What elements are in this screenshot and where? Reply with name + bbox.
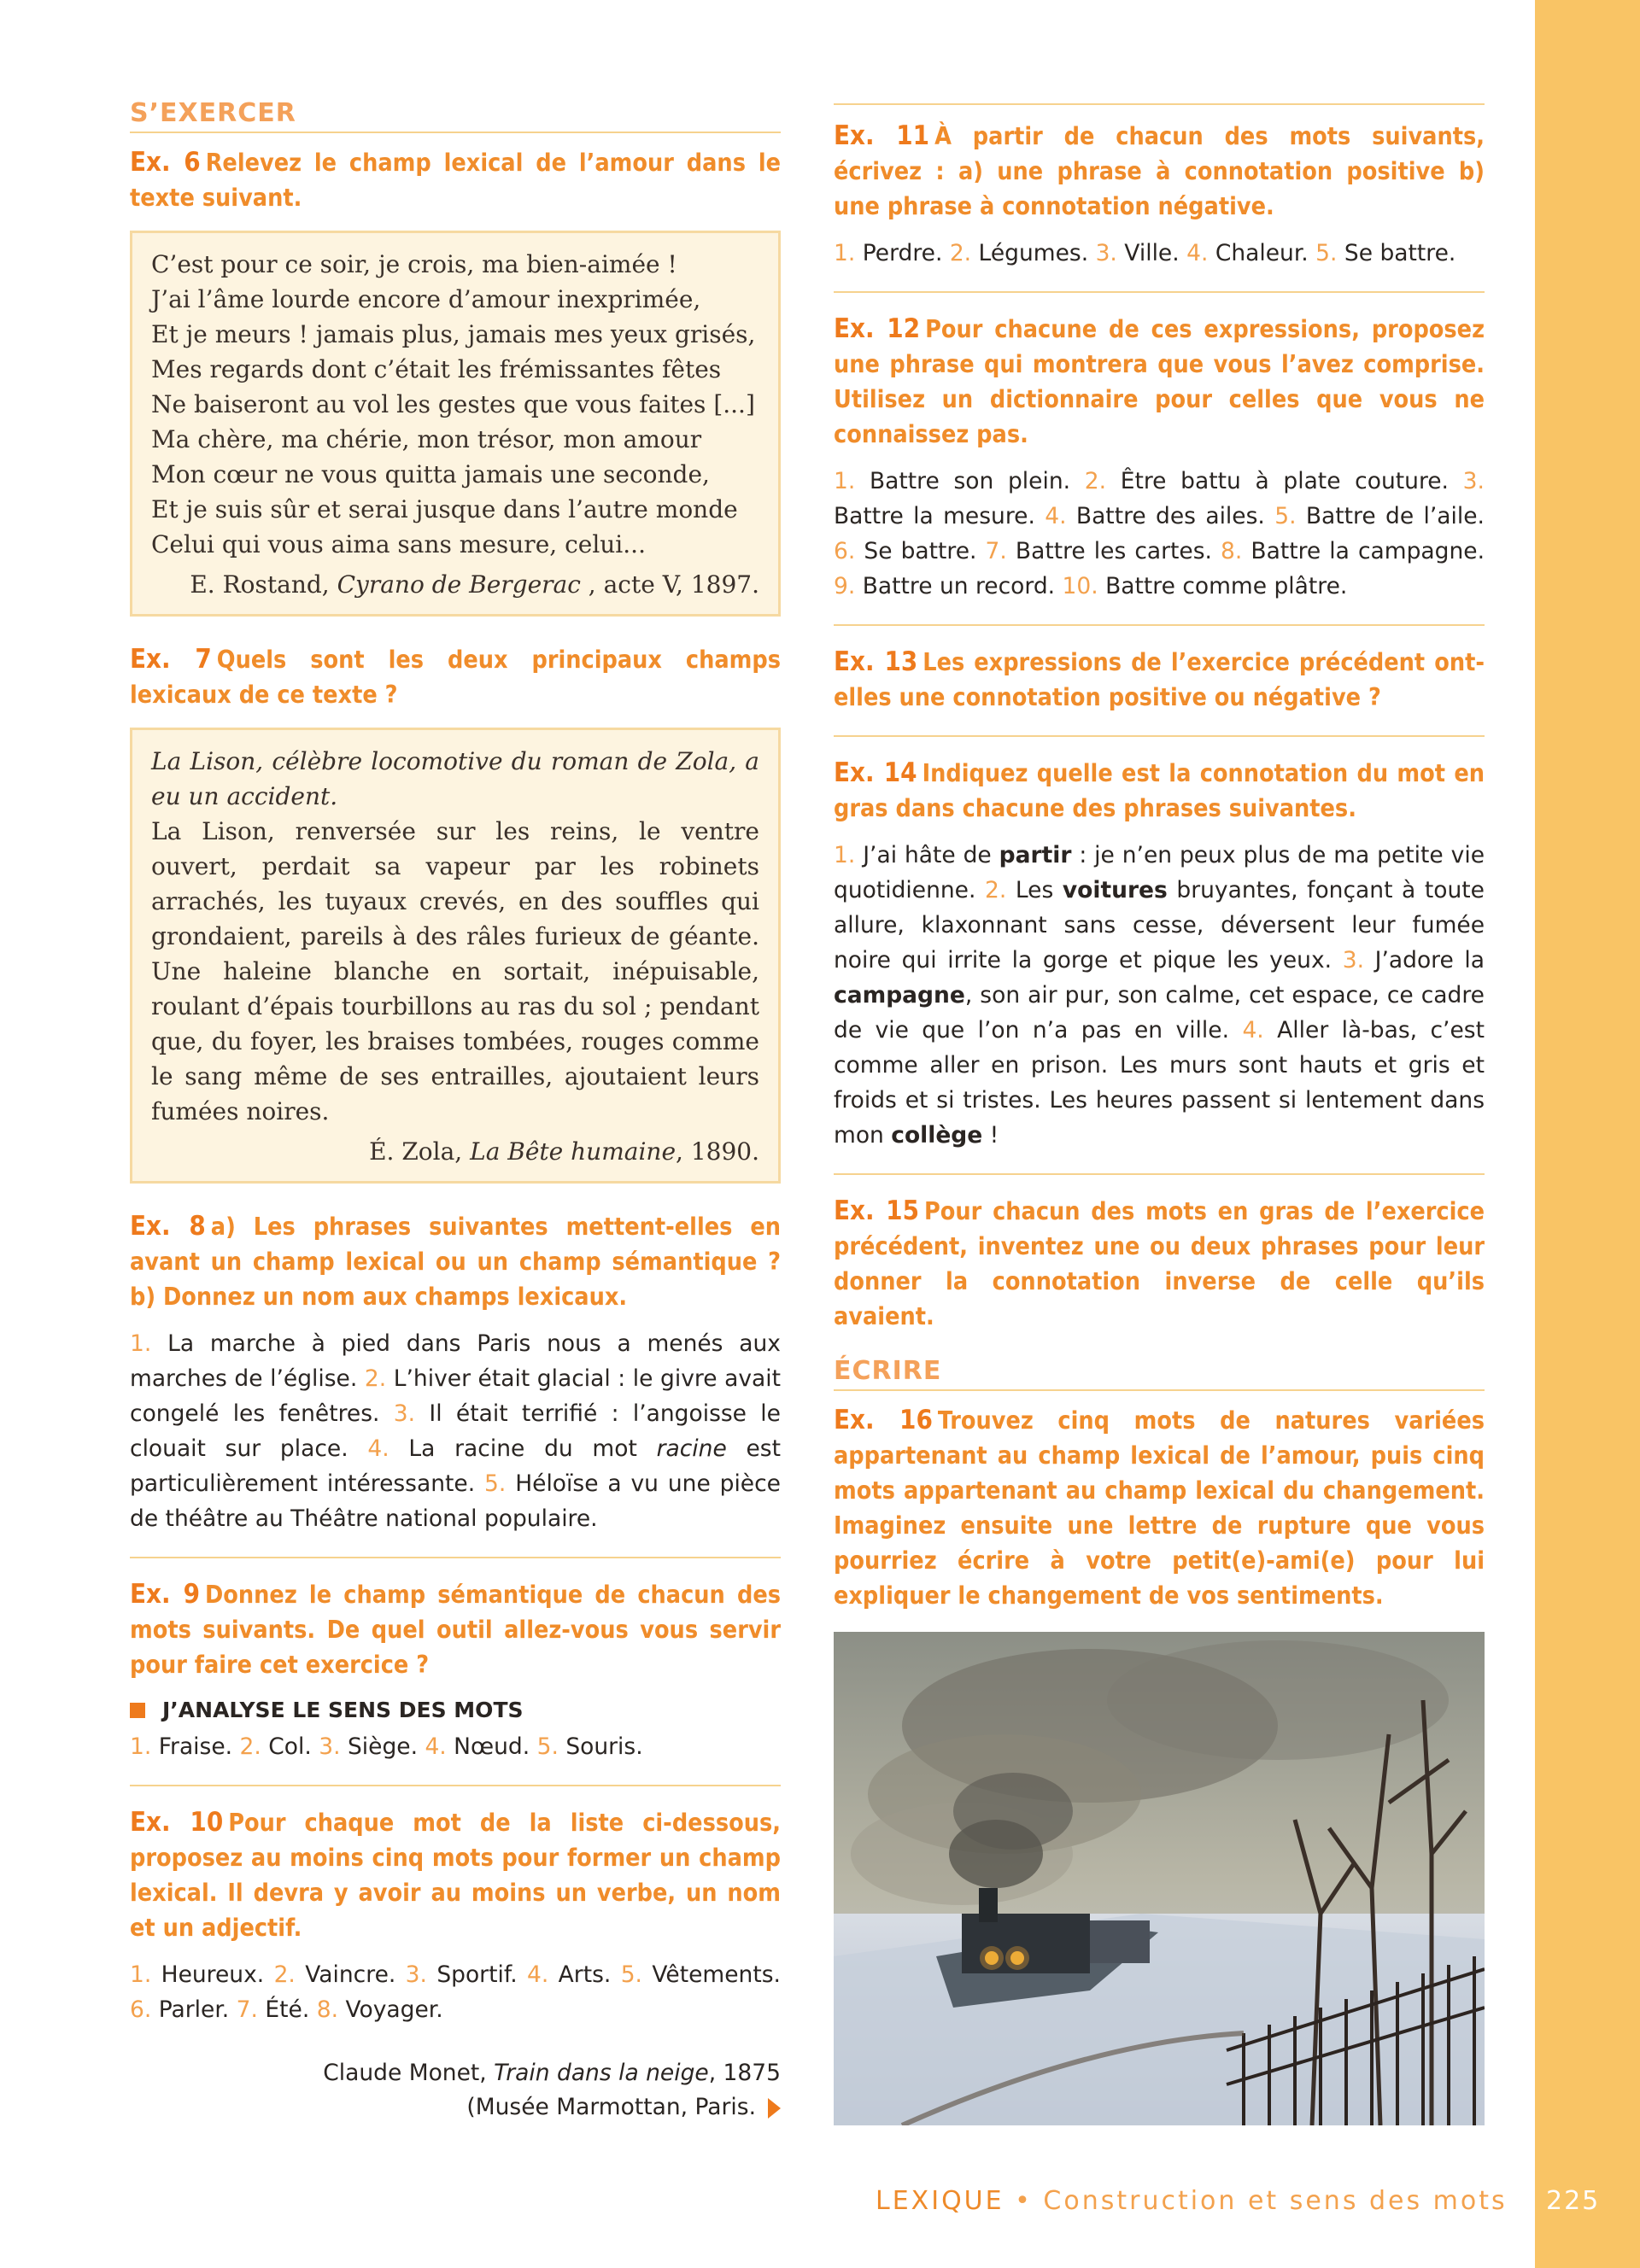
divider	[834, 291, 1485, 293]
divider	[834, 735, 1485, 737]
exercise-8-heading	[130, 1209, 781, 1314]
exercise-instruction: Pour chacune de ces expressions, proposez une phrase qui montrera que vous l’avez comprise. Utilisez un dictionnaire pour celles que vous ne connaissez pas.	[834, 315, 1485, 448]
item-number: 3.	[1095, 240, 1117, 266]
bold-word: campagne	[834, 982, 965, 1008]
exercise-number: Ex. 15	[834, 1195, 919, 1226]
exercise-12	[834, 312, 1485, 604]
item-number: 5.	[620, 1961, 642, 1988]
item-text: Souris.	[565, 1733, 643, 1760]
item-text: Les	[1015, 877, 1063, 903]
left-column	[130, 98, 781, 2125]
source-author: E. Rostand,	[190, 570, 337, 599]
exercise-7-heading	[130, 642, 781, 712]
divider	[130, 1785, 781, 1786]
item-text: Parler.	[158, 1996, 230, 2023]
caption-year: , 1875	[708, 2060, 781, 2086]
exercise-number: Ex. 7	[130, 644, 212, 675]
poem-excerpt	[130, 231, 781, 617]
item-number: 1.	[130, 1961, 152, 1988]
item-text: Ville.	[1124, 240, 1180, 266]
page-footer	[876, 2186, 1508, 2216]
item-number: 3.	[1462, 468, 1485, 494]
subsection-title: J’ANALYSE LE SENS DES MOTS	[162, 1698, 524, 1722]
divider	[834, 1173, 1485, 1175]
item-text: Voyager.	[345, 1996, 443, 2023]
item-number: 5.	[536, 1733, 559, 1760]
item-text: Battre comme plâtre.	[1105, 573, 1348, 599]
item-number: 4.	[425, 1733, 447, 1760]
item-text: Il était terrifié : l’angoisse le clouait sur place.	[130, 1400, 781, 1462]
poem-line: Mes regards dont c’était les frémissantes fêtes	[151, 355, 722, 383]
exercise-number: Ex. 11	[834, 120, 930, 151]
item-text: Perdre.	[862, 240, 943, 266]
exercise-13	[834, 645, 1485, 715]
exercise-9-heading	[130, 1577, 781, 1682]
bold-word: collège	[891, 1122, 983, 1149]
item-text: Battre la campagne.	[1250, 538, 1485, 564]
item-number: 10.	[1062, 573, 1098, 599]
item-text: Héloïse a vu une pièce de théâtre au Théâtre national populaire.	[130, 1470, 781, 1532]
item-number: 1.	[130, 1330, 152, 1357]
poem-line: Ne baiseront au vol les gestes que vous faites [...]	[151, 390, 755, 418]
item-text: Être battu à plate couture.	[1120, 468, 1449, 494]
exercise-number: Ex. 9	[130, 1579, 200, 1610]
item-text: , son air pur, son calme, cet espace, ce cadre de vie que l’on n’a pas en ville.	[834, 982, 1485, 1043]
right-column	[834, 98, 1485, 2125]
item-text: Col.	[268, 1733, 312, 1760]
poem-line: C’est pour ce soir, je crois, ma bien-aimée !	[151, 250, 677, 278]
item-number: 2.	[364, 1365, 387, 1392]
section-title-ecrire: ÉCRIRE	[834, 1356, 1485, 1391]
arrow-right-icon	[768, 2098, 781, 2119]
exercise-items	[834, 236, 1485, 271]
exercise-instruction: Indiquez quelle est la connotation du mot en gras dans chacune des phrases suivantes.	[834, 759, 1485, 822]
item-number: 9.	[834, 573, 856, 599]
item-number: 3.	[319, 1733, 341, 1760]
exercise-number: Ex. 6	[130, 147, 201, 178]
exercise-6-heading	[130, 145, 781, 215]
item-number: 5.	[1274, 503, 1297, 529]
exercise-instruction: Quels sont les deux principaux champs lexicaux de ce texte ?	[130, 646, 781, 709]
excerpt-source	[151, 1134, 759, 1169]
exercise-8	[130, 1209, 781, 1536]
item-text: Nœud.	[454, 1733, 530, 1760]
exercise-instruction: Trouvez cinq mots de natures variées appartenant au champ lexical de l’amour, puis cinq mots appartenant au champ lexical du changement. Imaginez ensuite une lettre de rupture que vous pourriez écrire à votre petit(e)-ami(e) pour lui expliquer le changement de vos sentiments.	[834, 1406, 1485, 1610]
item-text: Battre la mesure.	[834, 503, 1035, 529]
exercise-10-heading	[130, 1805, 781, 1945]
item-text: Chaleur.	[1215, 240, 1309, 266]
footer-bullet: •	[1015, 2186, 1033, 2216]
source-date: , 1890.	[676, 1137, 759, 1166]
exercise-instruction: Pour chacun des mots en gras de l’exercice précédent, inventez une ou deux phrases pour leur donner la connotation inverse de celle qu’ils avaient.	[834, 1197, 1485, 1330]
item-number: 6.	[834, 538, 856, 564]
caption-museum: (Musée Marmottan, Paris.	[466, 2094, 756, 2120]
exercise-number: Ex. 8	[130, 1211, 206, 1242]
exercise-14	[834, 756, 1485, 1153]
exercise-12-heading	[834, 312, 1485, 452]
monet-train-painting	[834, 1632, 1485, 2125]
divider	[834, 624, 1485, 626]
item-text: Siège.	[347, 1733, 418, 1760]
item-number: 4.	[1186, 240, 1209, 266]
bold-word: partir	[999, 842, 1072, 868]
exercise-items	[130, 1729, 781, 1764]
item-text: Battre de l’aile.	[1305, 503, 1485, 529]
square-bullet-icon	[130, 1703, 145, 1718]
item-number: 8.	[1221, 538, 1243, 564]
exercise-instruction: Pour chaque mot de la liste ci-dessous, proposez au moins cinq mots pour former un champ lexical. Il devra y avoir au moins un verbe, un nom et un adjectif.	[130, 1809, 781, 1942]
item-number: 1.	[834, 240, 856, 266]
exercise-7	[130, 642, 781, 1184]
item-text: Battre un record.	[862, 573, 1056, 599]
exercise-number: Ex. 14	[834, 757, 917, 788]
exercise-15-heading	[834, 1194, 1485, 1334]
item-number: 6.	[130, 1996, 152, 2023]
bold-word: voitures	[1062, 877, 1168, 903]
exercise-instruction: Donnez le champ sémantique de chacun des mots suivants. De quel outil allez-vous vous servir pour faire cet exercice ?	[130, 1581, 781, 1679]
item-text: Sportif.	[436, 1961, 518, 1988]
item-number: 3.	[1342, 947, 1364, 973]
item-number: 7.	[236, 1996, 258, 2023]
item-text: J’ai hâte de	[863, 842, 999, 868]
painting-caption	[130, 2056, 781, 2125]
excerpt-text: La Lison, renversée sur les reins, le ventre ouvert, perdait sa vapeur par les robinets arrachés, les tuyaux crevés, en des souffles qui grondaient, pareils à des râles furieux de géante. Une haleine blanche en sortait, inépuisable, roulant d’épais tourbillons au ras du sol ; pendant que, du foyer, les braises tombées, rouges comme le sang même de ses entrailles, ajoutaient leurs fumées noires.	[151, 817, 759, 1125]
exercise-16-heading	[834, 1403, 1485, 1613]
exercise-11	[834, 119, 1485, 271]
subsection-heading	[130, 1698, 781, 1722]
exercise-instruction: Relevez le champ lexical de l’amour dans le texte suivant.	[130, 149, 781, 212]
source-date: , acte V, 1897.	[580, 570, 759, 599]
item-number: 2.	[273, 1961, 296, 1988]
source-author: É. Zola,	[369, 1137, 471, 1166]
exercise-15	[834, 1194, 1485, 1334]
exercise-items	[834, 464, 1485, 604]
page-number: 225	[1546, 2186, 1601, 2216]
poem-line: Et je suis sûr et serai jusque dans l’autre monde	[151, 495, 738, 523]
footer-section: LEXIQUE	[876, 2186, 1004, 2216]
exercise-number: Ex. 10	[130, 1807, 224, 1838]
divider	[834, 103, 1485, 105]
item-number: 5.	[1315, 240, 1338, 266]
item-text: Vêtements.	[652, 1961, 781, 1988]
caption-author: Claude Monet,	[323, 2060, 495, 2086]
exercise-items	[130, 1957, 781, 2027]
item-text: J’adore la	[1374, 947, 1485, 973]
item-number: 2.	[239, 1733, 261, 1760]
divider	[130, 1557, 781, 1558]
exercise-instruction: a) Les phrases suivantes mettent-elles en avant un champ lexical ou un champ sémantique ? b) Donnez un nom aux champs lexicaux.	[130, 1213, 781, 1311]
source-work: La Bête humaine	[470, 1137, 676, 1166]
item-text: Vaincre.	[305, 1961, 396, 1988]
item-number: 3.	[393, 1400, 416, 1427]
poem-line: Celui qui vous aima sans mesure, celui...	[151, 530, 646, 558]
poem-line: Et je meurs ! jamais plus, jamais mes yeux grisés,	[151, 320, 756, 348]
exercise-9	[130, 1577, 781, 1764]
item-text: Légumes.	[978, 240, 1089, 266]
item-text: La racine du mot	[408, 1435, 657, 1462]
exercise-10	[130, 1805, 781, 2027]
item-number: 1.	[130, 1733, 152, 1760]
item-text: Heureux.	[161, 1961, 265, 1988]
exercise-16	[834, 1403, 1485, 1613]
item-text: : je n’en peux plus de ma petite vie quotidienne.	[834, 842, 1485, 903]
item-text: Se battre.	[1344, 240, 1456, 266]
item-number: 2.	[1084, 468, 1107, 494]
poem-line: Mon cœur ne vous quitta jamais une seconde,	[151, 460, 710, 488]
excerpt-intro: La Lison, célèbre locomotive du roman de Zola, a eu un accident.	[151, 747, 759, 810]
caption-title: Train dans la neige	[494, 2060, 709, 2086]
item-number: 1.	[834, 468, 856, 494]
item-text: L’hiver était glacial : le givre avait congelé les fenêtres.	[130, 1365, 781, 1427]
item-number: 4.	[1045, 503, 1067, 529]
poem-line: J’ai l’âme lourde encore d’amour inexprimée,	[151, 285, 701, 313]
section-title-sexercer: S’EXERCER	[130, 98, 781, 133]
exercise-number: Ex. 13	[834, 646, 918, 677]
exercise-11-heading	[834, 119, 1485, 224]
item-number: 8.	[316, 1996, 338, 2023]
exercise-14-heading	[834, 756, 1485, 826]
item-number: 2.	[949, 240, 972, 266]
item-number: 4.	[367, 1435, 390, 1462]
item-text: Se battre.	[864, 538, 977, 564]
exercise-items	[130, 1326, 781, 1536]
exercise-number: Ex. 12	[834, 313, 921, 344]
item-text: Battre des ailes.	[1075, 503, 1265, 529]
item-number: 4.	[1242, 1017, 1264, 1043]
exercise-number: Ex. 16	[834, 1405, 933, 1435]
item-text: bruyantes, fonçant à toute allure, klaxonnant sans cesse, déversent leur fumée noire qui irrite la gorge et pique les yeux.	[834, 877, 1485, 973]
item-text: Arts.	[558, 1961, 612, 1988]
item-text: Été.	[265, 1996, 310, 2023]
prose-excerpt	[130, 728, 781, 1184]
item-text: !	[982, 1122, 999, 1149]
exercise-13-heading	[834, 645, 1485, 715]
item-number: 1.	[834, 842, 856, 868]
item-number: 5.	[484, 1470, 507, 1497]
source-work: Cyrano de Bergerac	[337, 570, 581, 599]
item-number: 2.	[984, 877, 1007, 903]
item-text: Aller là-bas, c’est comme aller en prison. Les murs sont hauts et gris et froids et si tristes. Les heures passent si lentement dans mon	[834, 1017, 1485, 1149]
side-color-band	[1535, 0, 1640, 2268]
excerpt-source	[151, 567, 759, 602]
item-text: La marche à pied dans Paris nous a menés aux marches de l’église.	[130, 1330, 781, 1392]
item-text: Battre les cartes.	[1015, 538, 1212, 564]
item-text-emphasis: racine	[656, 1435, 727, 1462]
item-text: est particulièrement intéressante.	[130, 1435, 781, 1497]
exercise-6	[130, 145, 781, 617]
item-text: Fraise.	[158, 1733, 233, 1760]
item-number: 4.	[527, 1961, 549, 1988]
exercise-items	[834, 838, 1485, 1153]
item-number: 7.	[985, 538, 1007, 564]
poem-line: Ma chère, ma chérie, mon trésor, mon amour	[151, 425, 702, 453]
footer-subtitle: Construction et sens des mots	[1043, 2186, 1508, 2216]
exercise-instruction: Les expressions de l’exercice précédent ont-elles une connotation positive ou négative ?	[834, 648, 1485, 711]
exercise-instruction: À partir de chacun des mots suivants, écrivez : a) une phrase à connotation positive b) une phrase à connotation négative.	[834, 122, 1485, 220]
item-text: Battre son plein.	[869, 468, 1071, 494]
item-number: 3.	[405, 1961, 427, 1988]
